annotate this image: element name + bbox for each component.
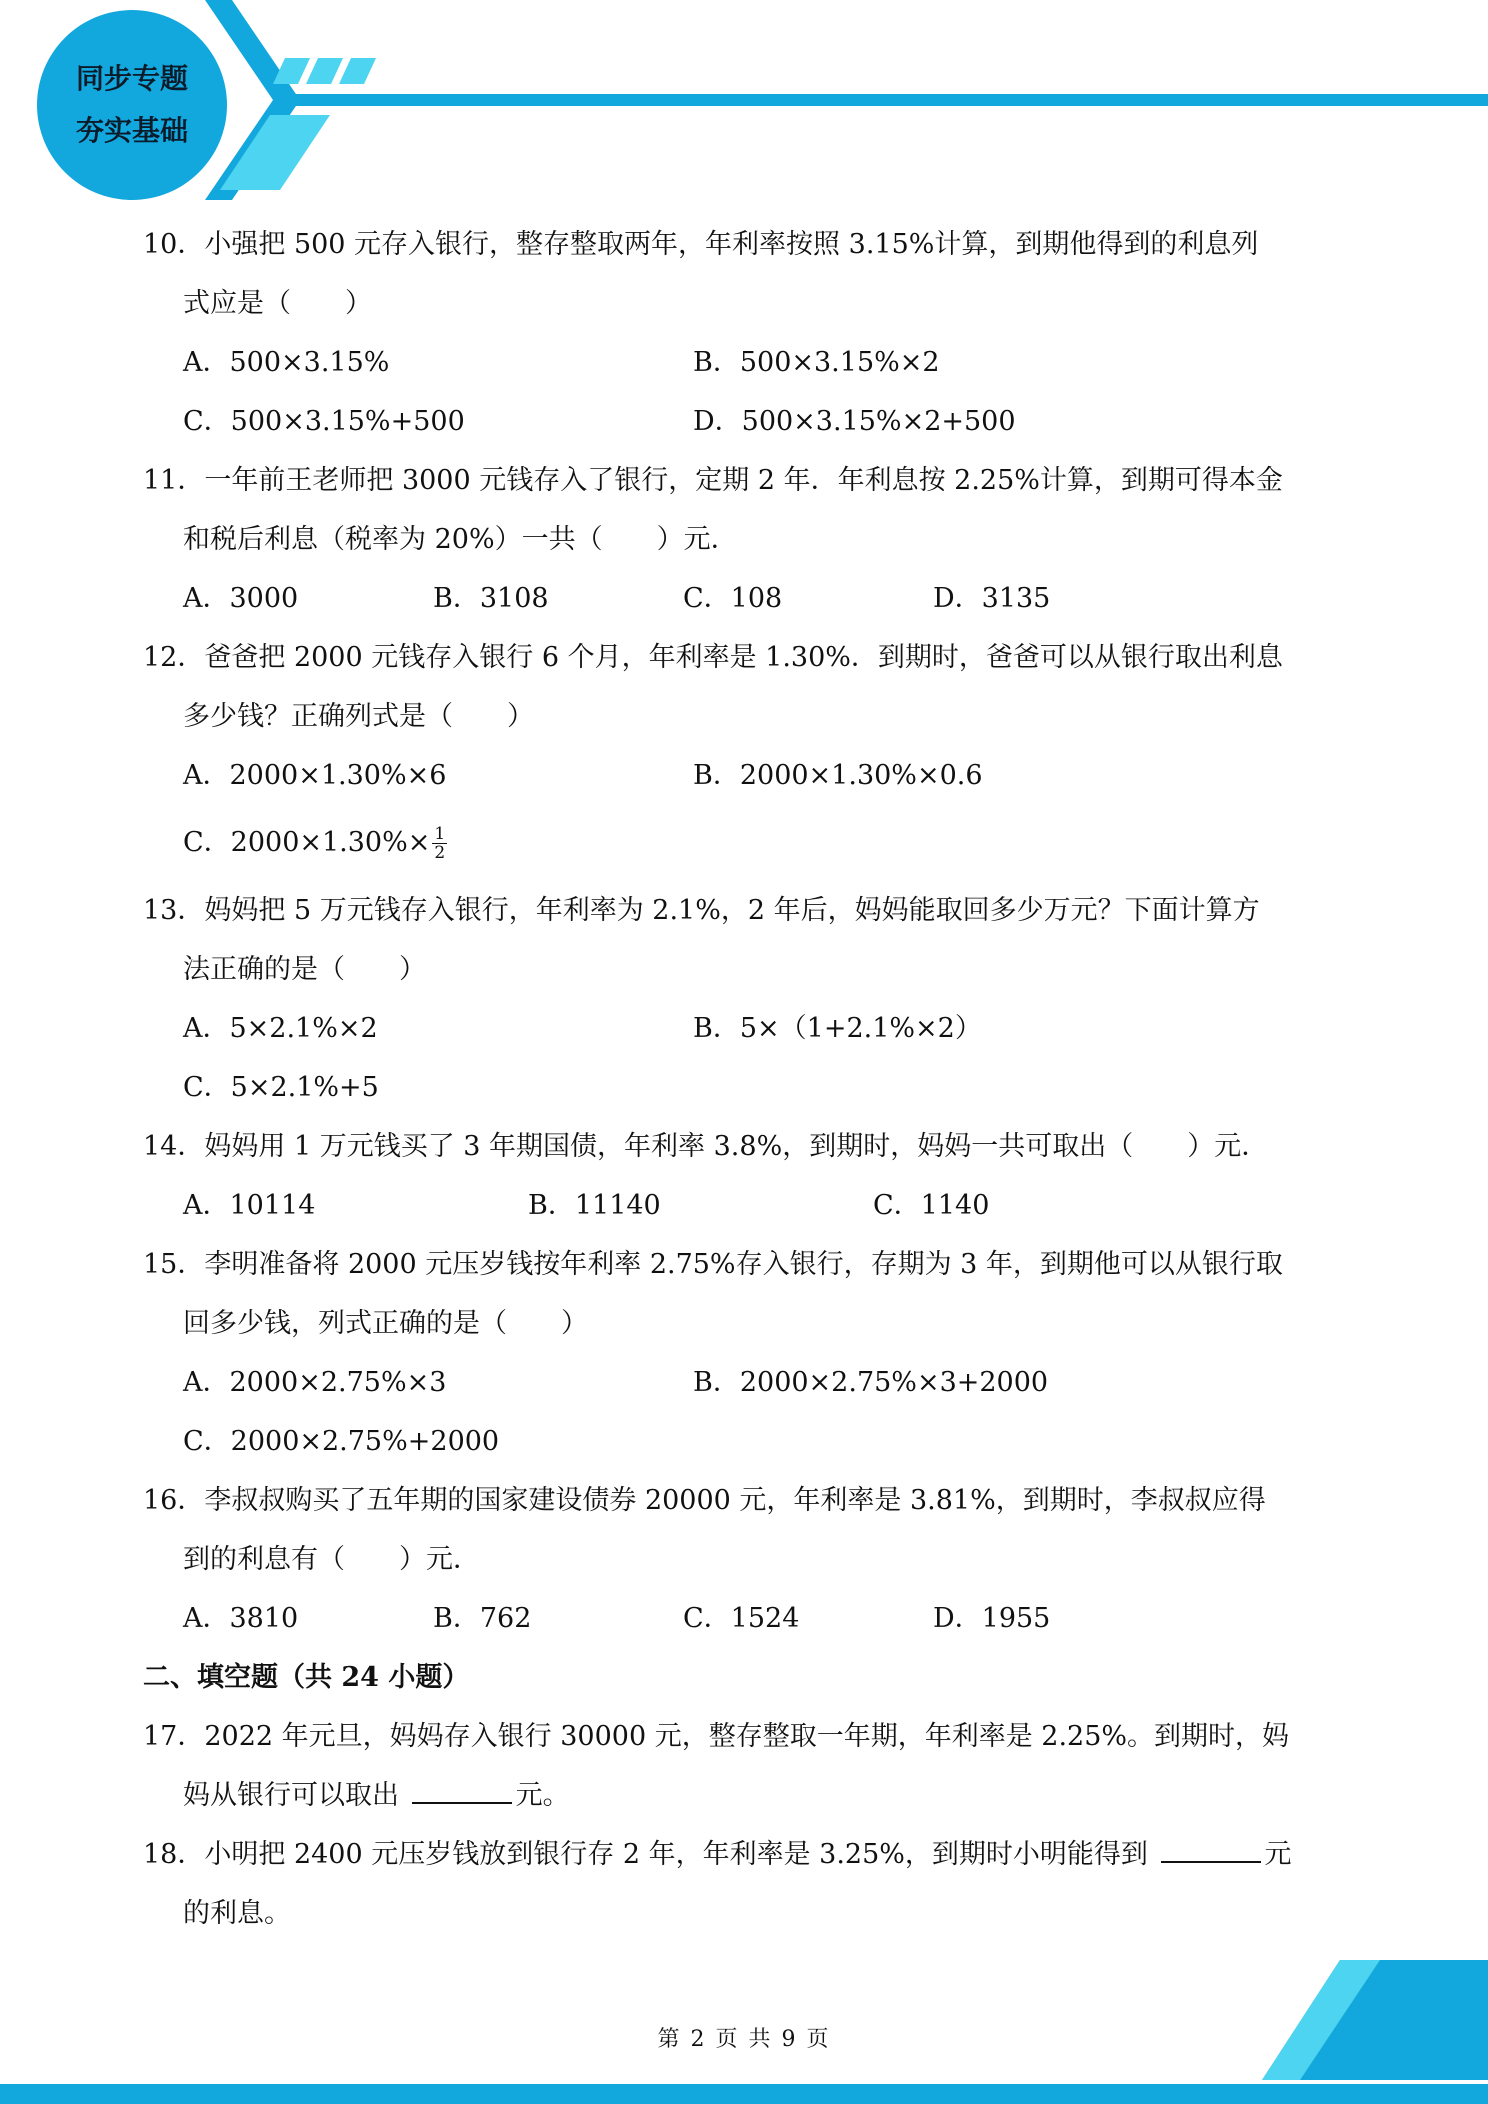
question-stem: 12．爸爸把 2000 元钱存入银行 6 个月，年利率是 1.30%．到期时，爸爸可以从银行取出利息 [143,642,1283,673]
question-stem-cont: 到的利息有（ ）元． [183,1544,480,1575]
question-16 [143,1471,1353,1648]
header-badge [37,10,227,200]
question-11 [143,451,1353,628]
answer-blank[interactable] [1161,1835,1261,1863]
fraction-numerator: 1 [434,824,446,844]
option-c: C．500×3.15%+500 [183,406,465,437]
question-stem: 11．一年前王老师把 3000 元钱存入了银行，定期 2 年．年利息按 2.25%计算，到期可得本金 [143,465,1283,496]
question-stem: 16．李叔叔购买了五年期的国家建设债券 20000 元，年利率是 3.81%，到期时，李叔叔应得 [143,1485,1266,1516]
question-options [143,746,1353,881]
question-stem: 17．2022 年元旦，妈妈存入银行 30000 元，整存整取一年期，年利率是 2.25%。到期时，妈 [143,1721,1290,1752]
question-stem [143,1825,1353,1884]
option-a: A．10114 [183,1190,316,1221]
question-options [143,569,1353,628]
option-b: B．762 [433,1603,532,1634]
option-d: D．3135 [933,583,1051,614]
stem-text-after: 元。 [515,1780,570,1811]
option-b: B．2000×2.75%×3+2000 [693,1367,1049,1398]
question-stem-cont [143,1766,1353,1825]
option-b: B．500×3.15%×2 [693,347,940,378]
option-a: A．3810 [183,1603,299,1634]
question-options [143,999,1353,1117]
option-b: B．11140 [528,1190,661,1221]
option-c: C．1140 [873,1190,990,1221]
question-options [143,333,1353,451]
option-a: A．5×2.1%×2 [183,1013,378,1044]
option-a: A．2000×2.75%×3 [183,1367,447,1398]
stem-text-before: 妈从银行可以取出 [183,1780,408,1811]
option-c: C．2000×2.75%+2000 [183,1426,500,1457]
option-c-text: C．2000×1.30%× [183,827,431,858]
option-c: C．5×2.1%+5 [183,1072,379,1103]
question-stem-cont: 法正确的是（ ） [183,954,426,985]
question-options [143,1353,1353,1471]
option-b: B．5×（1+2.1%×2） [693,1013,982,1044]
question-stem-cont: 回多少钱，列式正确的是（ ） [183,1308,588,1339]
question-15 [143,1235,1353,1471]
option-a: A．3000 [183,583,299,614]
stem-text-before: 18．小明把 2400 元压岁钱放到银行存 2 年，年利率是 3.25%，到期时小明能得到 [143,1839,1157,1870]
option-a: A．2000×1.30%×6 [183,760,447,791]
question-content [143,215,1353,1943]
question-18 [143,1825,1353,1943]
page-footer: 第 2 页 共 9 页 [657,2027,831,2052]
fraction-one-half [432,825,447,862]
question-stem: 13．妈妈把 5 万元钱存入银行，年利率为 2.1%，2 年后，妈妈能取回多少万元？下面计算方 [143,895,1260,926]
question-stem: 14．妈妈用 1 万元钱买了 3 年期国债，年利率 3.8%，到期时，妈妈一共可取出（ ）元． [143,1131,1269,1162]
stem-text-after: 元 [1264,1839,1292,1870]
question-stem-cont: 式应是（ ） [183,288,372,319]
badge-line1: 同步专题 [75,62,188,95]
option-c: C．1524 [683,1603,800,1634]
question-14 [143,1117,1353,1235]
option-b: B．3108 [433,583,549,614]
answer-blank[interactable] [412,1776,512,1804]
fraction-denominator: 2 [434,843,446,863]
question-options [143,1176,1353,1235]
option-a: A．500×3.15% [183,347,390,378]
option-b: B．2000×1.30%×0.6 [693,760,983,791]
option-d: D．1955 [933,1603,1051,1634]
question-13 [143,881,1353,1117]
option-c: C．108 [683,583,783,614]
question-stem-cont: 的利息。 [183,1898,291,1929]
badge-line2: 夯实基础 [75,114,188,147]
section-title-fill-in: 二、填空题（共 24 小题） [143,1662,470,1693]
option-c [183,805,693,881]
question-stem-cont: 和税后利息（税率为 20%）一共（ ）元． [183,524,738,555]
question-options [143,1589,1353,1648]
question-12 [143,628,1353,881]
option-d: D．500×3.15%×2+500 [693,406,1016,437]
question-stem-cont: 多少钱？正确列式是（ ） [183,701,534,732]
question-17 [143,1707,1353,1825]
question-stem: 10．小强把 500 元存入银行，整存整取两年，年利率按照 3.15%计算，到期他得到的利息列 [143,229,1259,260]
question-stem: 15．李明准备将 2000 元压岁钱按年利率 2.75%存入银行，存期为 3 年，到期他可以从银行取 [143,1249,1283,1280]
question-10 [143,215,1353,451]
